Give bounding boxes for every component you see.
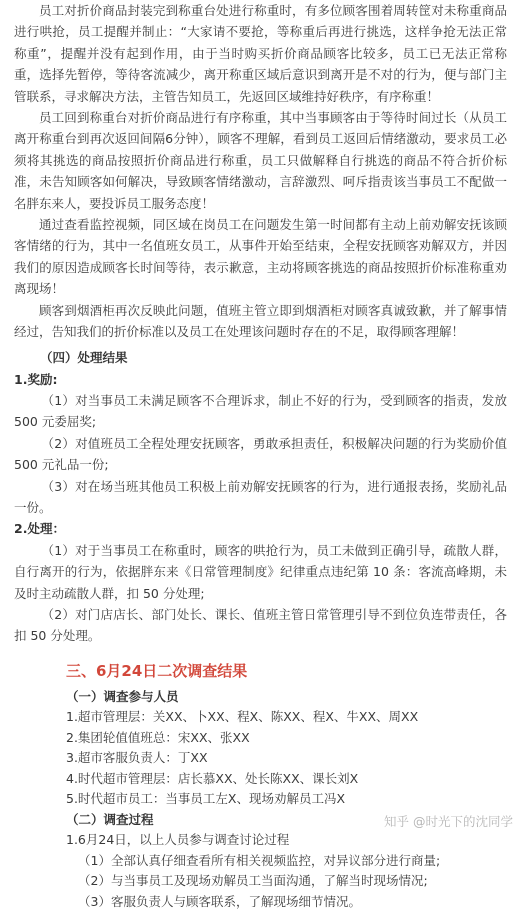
reward-label: 1.奖励:: [14, 371, 58, 387]
participant-line: 4.时代超市管理层：店长慕XX、处长陈XX、课长刘X: [66, 770, 359, 786]
process-item: （1）全部认真仔细查看所有相关视频监控，对异议部分进行商量;: [78, 852, 441, 868]
penalty-item: （2）对门店店长、部门处长、课长、值班主管日常管理引导不到位负连带责任，各扣 50 分处理。: [14, 606, 507, 644]
participants-heading: （一）调查参与人员: [66, 688, 179, 704]
process-heading: （二）调查过程: [66, 811, 154, 827]
participant-line: 5.时代超市员工：当事员工左X、现场劝解员工冯X: [66, 791, 346, 807]
handling-results-heading: （四）处理结果: [40, 349, 128, 365]
process-item: （3）客服负责人与顾客联系，了解现场细节情况。: [78, 893, 361, 909]
participant-line: 3.超市客服负责人：丁XX: [66, 750, 208, 766]
reward-item: （2）对值班员工全程处理安抚顾客，勇敢承担责任，积极解决问题的行为奖励价值 500 元礼品一份;: [14, 435, 507, 473]
penalty-label: 2.处理：: [14, 521, 65, 537]
narrative-paragraph: 员工回到称重台对折价商品进行有序称重，其中当事顾客由于等待时间过长（从员工离开称重台到再次返回间隔6分钟），顾客不理解，看到员工返回后情绪激动，要求员工必须将其挑选的商品按照折价商品进行称重，员工只做解释自行挑选的商品不符合折价标准，未告知顾客如何解决，导致顾客情绪激动，言辞激烈、呵斥指责该当事员工不配做一名胖东来人，要投诉员工服务态度！: [14, 110, 507, 211]
narrative-paragraph: 通过查看监控视频，同区域在岗员工在问题发生第一时间都有主动上前劝解安抚该顾客情绪的行为，其中一名值班女员工，从事件开始至结束，全程安抚顾客劝解双方，并因我们的原因造成顾客长时间等待，表示歉意，主动将顾客挑选的商品按照折价标准称重劝离现场！: [14, 217, 507, 297]
participant-line: 1.超市管理层：关XX、卜XX、程X、陈XX、程X、牛XX、周XX: [66, 709, 419, 725]
incident-narrative: [0, 0, 521, 343]
process-intro: 1.6月24日，以上人员参与调查讨论过程: [66, 832, 290, 848]
reward-item: （1）对当事员工未满足顾客不合理诉求，制止不好的行为，受到顾客的指责，发放 500 元委屈奖;: [14, 392, 507, 430]
narrative-paragraph: 顾客到烟酒柜再次反映此问题，值班主管立即到烟酒柜对顾客真诚致歉，并了解事情经过，告知我们的折价标准以及员工在处理该问题时存在的不足，取得顾客理解！: [14, 302, 507, 340]
second-investigation: [0, 659, 521, 912]
zhihu-watermark: 知乎 @时光下的沈同学: [384, 814, 513, 829]
handling-results: [0, 347, 521, 647]
process-item: （2）与当事员工及现场劝解员工当面沟通，了解当时现场情况;: [78, 873, 428, 889]
narrative-paragraph: 员工对折价商品封装完到称重台处进行称重时，有多位顾客围着周转筐对未称重商品进行哄抢，员工提醒并制止：“大家请不要抢，等称重后再进行挑选，这样争抢无法正常称重”，提醒并没有起到作用，由于当时购买折价商品顾客比较多，员工已无法正常称重，选择先暂停，等待客流减少，离开称重区域后意识到离开是不对的行为，便与部门主管联系，寻求解决方法，主管告知员工，先返回区域维持好秩序，有序称重！: [14, 3, 507, 104]
section-title: 三、6月24日二次调查结果: [66, 661, 248, 680]
penalty-item: （1）对于当事员工在称重时，顾客的哄抢行为，员工未做到正确引导，疏散人群，自行离开的行为，依据胖东来《日常管理制度》纪律重点违纪第 10 条：客流高峰期，未及时主动疏散人群，扣 50 分处理;: [14, 542, 507, 601]
reward-item: （3）对在场当班其他员工积极上前劝解安抚顾客的行为，进行通报表扬，奖励礼品一份。: [14, 478, 507, 515]
participant-line: 2.集团轮值值班总：宋XX、张XX: [66, 729, 250, 745]
